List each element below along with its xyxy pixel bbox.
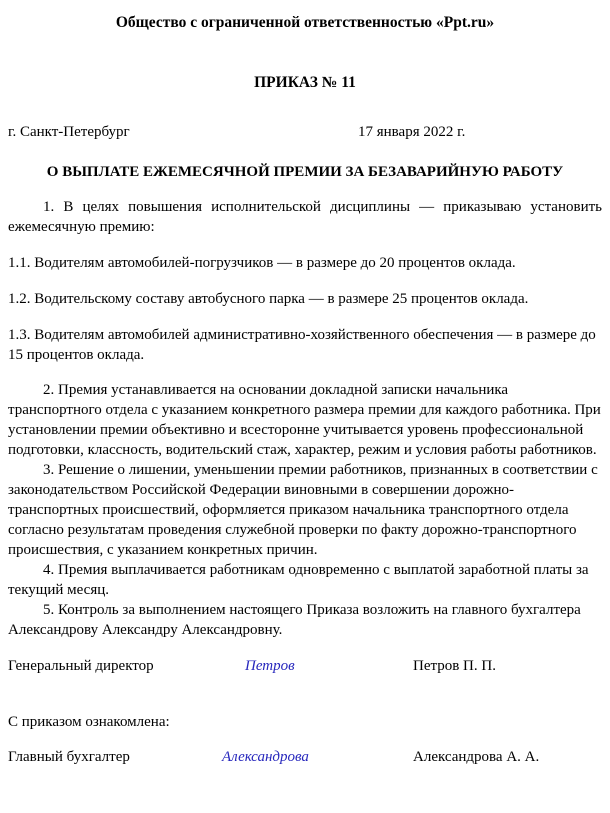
acknowledgement-label: С приказом ознакомлена:: [8, 714, 170, 730]
director-title-label: Генеральный директор: [8, 658, 154, 674]
clauses-block: [8, 380, 602, 640]
accountant-name-label: Александрова А. А.: [413, 749, 540, 765]
director-signature-row: [8, 656, 602, 676]
date-label: 17 января 2022 г.: [358, 124, 466, 140]
city-date-row: [8, 121, 602, 143]
list-item-1-3: 1.3. Водителям автомобилей административно-хозяйственного обеспечения — в размере до 15 процентов оклада.: [8, 327, 596, 363]
company-name-heading: Общество с ограниченной ответственностью «Ppt.ru»: [115, 14, 495, 31]
intro-paragraph: 1. В целях повышения исполнительской дисциплины — приказываю установить ежемесячную премию:: [8, 199, 602, 235]
accountant-title-label: Главный бухгалтер: [8, 749, 130, 765]
director-handwritten-signature: Петров: [245, 658, 295, 674]
order-number-heading: ПРИКАЗ № 11: [254, 74, 356, 91]
accountant-signature-row: [8, 747, 602, 767]
order-subject-heading: О ВЫПЛАТЕ ЕЖЕМЕСЯЧНОЙ ПРЕМИИ ЗА БЕЗАВАРИЙНУЮ РАБОТУ: [46, 164, 564, 180]
accountant-handwritten-signature: Александрова: [222, 749, 309, 765]
list-item-1-2: 1.2. Водительскому составу автобусного парка — в размере 25 процентов оклада.: [8, 291, 529, 307]
clause-2-paragraph: 2. Премия устанавливается на основании докладной записки начальника транспортного отдела с указанием конкретного размера премии для каждого работника. При установлении премии объективно и всесторонне учитывается уровень профессиональной подготовки, классность, водительский стаж, характер, режим и условия работы работников.: [8, 382, 601, 458]
list-item-1-1: 1.1. Водителям автомобилей-погрузчиков — в размере до 20 процентов оклада.: [8, 255, 516, 271]
clause-4-paragraph: 4. Премия выплачивается работникам одновременно с выплатой заработной платы за текущий месяц.: [8, 562, 589, 598]
city-label: г. Санкт-Петербург: [8, 124, 130, 140]
clause-3-paragraph: 3. Решение о лишении, уменьшении премии работников, признанных в соответствии с законодательством Российской Федерации виновными в совершении дорожно-транспортных происшествий, оформляется приказом начальника транспортного отдела согласно результатам проведения служебной проверки по факту дорожно-транспортного происшествия, с указанием конкретных причин.: [8, 462, 598, 558]
director-name-label: Петров П. П.: [413, 658, 496, 674]
clause-5-paragraph: 5. Контроль за выполнением настоящего Приказа возложить на главного бухгалтера Александрову Александру Александровну.: [8, 602, 581, 638]
